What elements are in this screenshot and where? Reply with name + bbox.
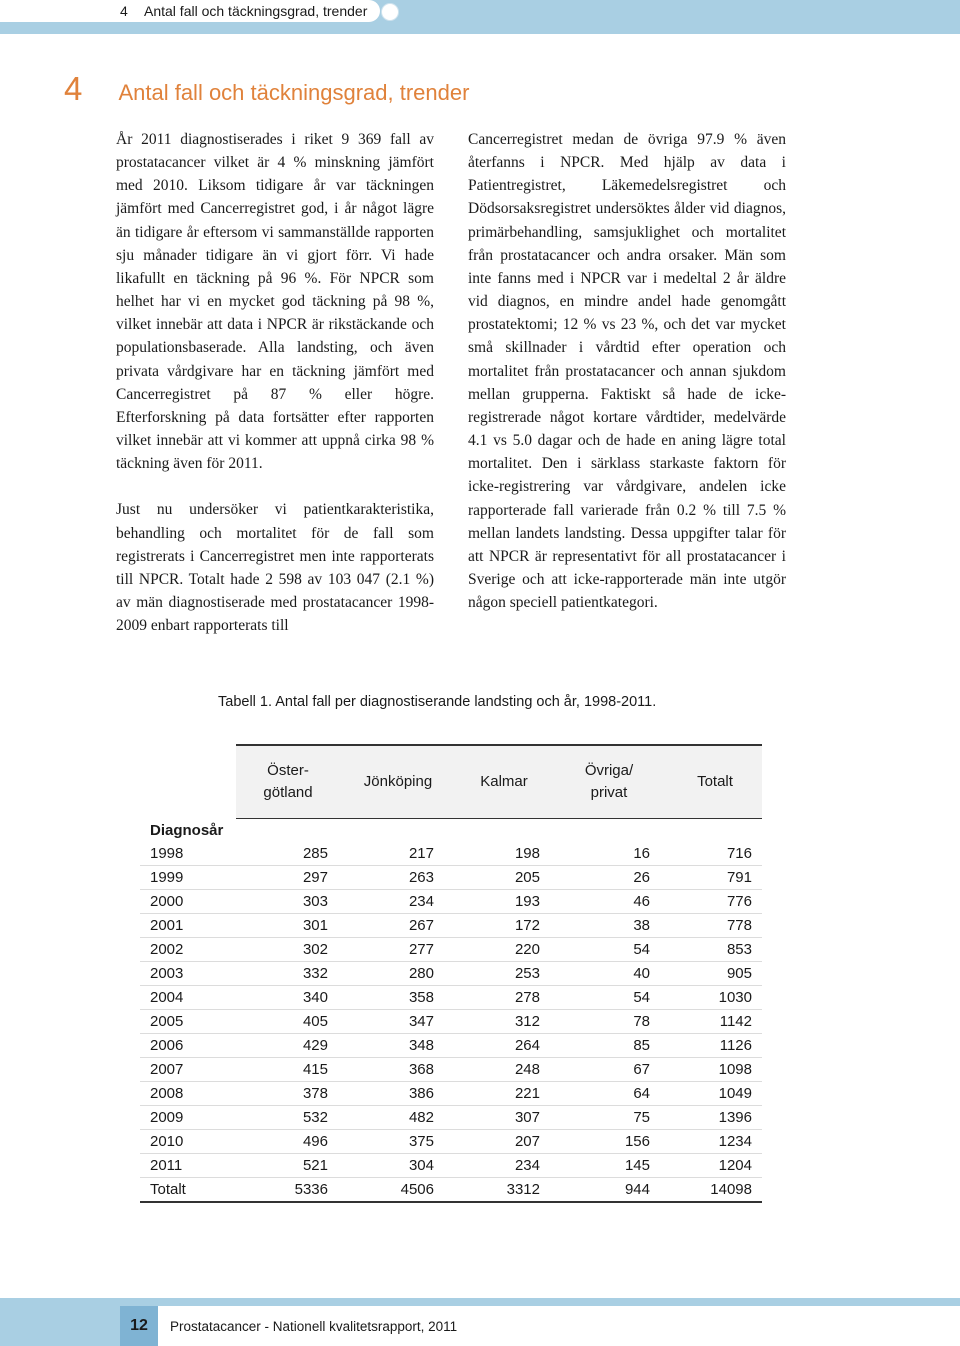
table-cell: 405 bbox=[302, 1013, 328, 1030]
running-header bbox=[0, 0, 380, 22]
row-year: 1998 bbox=[150, 845, 184, 862]
table-cell: 1234 bbox=[718, 1133, 752, 1150]
table-cell: 1126 bbox=[719, 1037, 752, 1054]
table-cell: 302 bbox=[302, 941, 328, 958]
table-cell: 193 bbox=[514, 893, 540, 910]
body-column-right bbox=[468, 128, 786, 614]
table-cell: 234 bbox=[408, 893, 434, 910]
table-row bbox=[140, 914, 762, 938]
table-row bbox=[140, 1106, 762, 1130]
table-cell: 234 bbox=[514, 1157, 540, 1174]
table-cell: 304 bbox=[408, 1157, 434, 1174]
table-row bbox=[140, 938, 762, 962]
column-header: Totalt bbox=[697, 773, 733, 790]
table-cell: 307 bbox=[514, 1109, 540, 1126]
table-row bbox=[140, 890, 762, 914]
table-cell: 347 bbox=[408, 1013, 434, 1030]
column-header: Kalmar bbox=[480, 773, 528, 790]
table-cell: 253 bbox=[514, 965, 540, 982]
row-year: 2002 bbox=[150, 941, 184, 958]
header-chapter-title: Antal fall och täckningsgrad, trender bbox=[144, 3, 368, 19]
footer-strip bbox=[158, 1306, 960, 1346]
table-cell: 198 bbox=[514, 845, 540, 862]
table-cell: 5336 bbox=[294, 1181, 328, 1198]
table-cell: 853 bbox=[726, 941, 752, 958]
table-cell: 207 bbox=[514, 1133, 540, 1150]
table-row bbox=[140, 962, 762, 986]
table-body bbox=[140, 842, 762, 1203]
table-row bbox=[140, 842, 762, 866]
table-row bbox=[140, 1082, 762, 1106]
table-cell: 716 bbox=[726, 845, 752, 862]
table-cell: 368 bbox=[408, 1061, 434, 1078]
table-cell: 4506 bbox=[400, 1181, 434, 1198]
table-cell: 776 bbox=[726, 893, 752, 910]
table-cell: 532 bbox=[302, 1109, 328, 1126]
table-cell: 78 bbox=[633, 1013, 650, 1030]
row-year: 2009 bbox=[150, 1109, 184, 1126]
table-cell: 415 bbox=[302, 1061, 328, 1078]
footer-title: Prostatacancer - Nationell kvalitetsrapport, 2011 bbox=[170, 1318, 458, 1334]
table-cell: 14098 bbox=[710, 1181, 752, 1198]
body-paragraph: Cancerregistret medan de övriga 97.9 % även återfanns i NPCR. Med hjälp av data i Patientregistret, Läkemedelsregistret och Dödsorsaksregistret undersöktes ålder vid diagnos, primärbehandling, samsjuklighet och mortalitet från prostatacancer och andra orsaker. Män som inte fanns med i NPCR var i medeltal 2 år äldre vid diagnos, en mindre andel hade genomgått prostatektomi; 12 % vs 23 %, och det var mycket små skillnader i vårdtid efter operation och mortalitet från prostatacancer och annan sjukdom mellan grupperna. Faktiskt så hade de icke-registrerade något kortare vårdtider, medelvärde 4.1 vs 5.0 dagar och de hade en aning lägre total mortalitet. Den i särklass starkaste faktorn för icke-registrering var vårdgivare, andelen icke rapporterade fall varierade från 0.2 % till 7.5 % mellan landets landsting. Dessa uppgifter talar för att NPCR är representativt för all prostatacancer i Sverige och att icke-rapporterade män inte utgör någon speciell patientkategori. bbox=[468, 131, 786, 612]
row-year: 2006 bbox=[150, 1037, 184, 1054]
footer-page-number: 12 bbox=[120, 1306, 158, 1346]
table-cell: 75 bbox=[633, 1109, 650, 1126]
table-row bbox=[140, 1130, 762, 1154]
column-header: Jönköping bbox=[363, 773, 433, 790]
table-cell: 263 bbox=[408, 869, 434, 886]
table-caption: Tabell 1. Antal fall per diagnostiserande landsting och år, 1998-2011. bbox=[218, 694, 657, 710]
body-paragraph: Just nu undersöker vi patientkarakteristika, behandling och mortalitet för de fall som registrerats i Cancerregistret men inte rapporterats till NPCR. Totalt hade 2 598 av 103 047 (2.1 %) av män diagnostiserade med prostatacancer 1998-2009 enbart rapporterats till bbox=[116, 501, 434, 635]
table-row bbox=[140, 986, 762, 1010]
table-row bbox=[140, 1010, 762, 1034]
row-header-label: Diagnosår bbox=[150, 822, 224, 839]
header-chapter-number: 4 bbox=[120, 3, 128, 19]
table-cell: 172 bbox=[514, 917, 540, 934]
body-column-left bbox=[116, 128, 434, 637]
row-year: 2008 bbox=[150, 1085, 184, 1102]
table-cell: 791 bbox=[726, 869, 752, 886]
row-year: 2005 bbox=[150, 1013, 184, 1030]
header-dot-icon bbox=[381, 3, 399, 21]
table-cell: 312 bbox=[514, 1013, 540, 1030]
body-paragraph: År 2011 diagnostiserades i riket 9 369 fall av prostatacancer vilket är 4 % minskning jämfört med 2010. Liksom tidigare år var täckningen jämfört med Cancerregistret god, i år något lägre än tidigare år eftersom vi sammanställde rapporten sju månader tidigare än vi gjort förr. Vi hade likafullt en täckning på 96 %. För NPCR som helhet har vi en mycket god täckning på 98 %, vilket innebär att data i NPCR är rikstäckande och populationsbaserade. Alla landsting, och även privata vårdgivare har en täckning jämfört med Cancerregistret på 87 % eller högre. Efterforskning på data fortsätter efter rapporten vilket innebär att vi kommer att uppnå cirka 98 % täckning även för 2011. bbox=[116, 131, 434, 473]
table-cell: 297 bbox=[302, 869, 328, 886]
table-cell: 375 bbox=[408, 1133, 434, 1150]
table-cell: 156 bbox=[624, 1133, 650, 1150]
table-row bbox=[140, 866, 762, 890]
table-cell: 303 bbox=[302, 893, 328, 910]
table-cell: 1030 bbox=[718, 989, 752, 1006]
table-cell: 358 bbox=[408, 989, 434, 1006]
row-year: 2007 bbox=[150, 1061, 184, 1078]
table-cell: 67 bbox=[633, 1061, 650, 1078]
table-cell: 264 bbox=[514, 1037, 540, 1054]
table-cell: 54 bbox=[633, 989, 650, 1006]
table-cell: 1396 bbox=[718, 1109, 752, 1126]
row-year: 2001 bbox=[150, 917, 184, 934]
table-row bbox=[140, 1034, 762, 1058]
table-cell: 278 bbox=[514, 989, 540, 1006]
row-year: 1999 bbox=[150, 869, 184, 886]
table-cell: 145 bbox=[624, 1157, 650, 1174]
table-cell: 248 bbox=[514, 1061, 540, 1078]
table-row bbox=[140, 1154, 762, 1178]
table-cell: 40 bbox=[633, 965, 650, 982]
row-year: 2000 bbox=[150, 893, 184, 910]
row-year: 2011 bbox=[150, 1157, 183, 1174]
table-cell: 429 bbox=[302, 1037, 328, 1054]
table-cell: 1142 bbox=[719, 1013, 752, 1030]
table-cell: 221 bbox=[514, 1085, 540, 1102]
table-cell: 16 bbox=[633, 845, 650, 862]
table-cell: 38 bbox=[633, 917, 650, 934]
table-row bbox=[140, 1058, 762, 1082]
table-cell: 54 bbox=[633, 941, 650, 958]
table-cell: 26 bbox=[633, 869, 650, 886]
column-header: Öster- götland bbox=[263, 762, 313, 801]
table-cell: 285 bbox=[302, 845, 328, 862]
column-header: Övriga/ privat bbox=[584, 762, 634, 801]
table-cell: 332 bbox=[302, 965, 328, 982]
row-year: 2004 bbox=[150, 989, 184, 1006]
data-table bbox=[140, 744, 762, 1203]
row-year: Totalt bbox=[150, 1181, 186, 1198]
table-cell: 1049 bbox=[718, 1085, 752, 1102]
chapter-heading bbox=[64, 70, 469, 108]
table-cell: 85 bbox=[633, 1037, 650, 1054]
table-cell: 217 bbox=[408, 845, 434, 862]
table-cell: 280 bbox=[408, 965, 434, 982]
table-cell: 301 bbox=[302, 917, 328, 934]
table-cell: 340 bbox=[302, 989, 328, 1006]
row-year: 2010 bbox=[150, 1133, 184, 1150]
table-cell: 3312 bbox=[506, 1181, 540, 1198]
chapter-number: 4 bbox=[64, 70, 83, 107]
table-cell: 46 bbox=[633, 893, 650, 910]
chapter-title: Antal fall och täckningsgrad, trender bbox=[118, 80, 470, 105]
row-year: 2003 bbox=[150, 965, 184, 982]
table-cell: 1098 bbox=[718, 1061, 752, 1078]
table-cell: 482 bbox=[408, 1109, 434, 1126]
table-cell: 348 bbox=[408, 1037, 434, 1054]
table-header bbox=[236, 744, 762, 819]
table-cell: 905 bbox=[726, 965, 752, 982]
table-cell: 64 bbox=[633, 1085, 650, 1102]
table-row bbox=[140, 1178, 762, 1203]
table-cell: 778 bbox=[726, 917, 752, 934]
table-cell: 496 bbox=[302, 1133, 328, 1150]
table-cell: 220 bbox=[514, 941, 540, 958]
table-cell: 521 bbox=[302, 1157, 328, 1174]
table-cell: 386 bbox=[408, 1085, 434, 1102]
table-cell: 277 bbox=[408, 941, 434, 958]
table-cell: 378 bbox=[302, 1085, 328, 1102]
table-cell: 205 bbox=[514, 869, 540, 886]
table-cell: 267 bbox=[408, 917, 434, 934]
table-cell: 1204 bbox=[718, 1157, 752, 1174]
table-cell: 944 bbox=[624, 1181, 650, 1198]
